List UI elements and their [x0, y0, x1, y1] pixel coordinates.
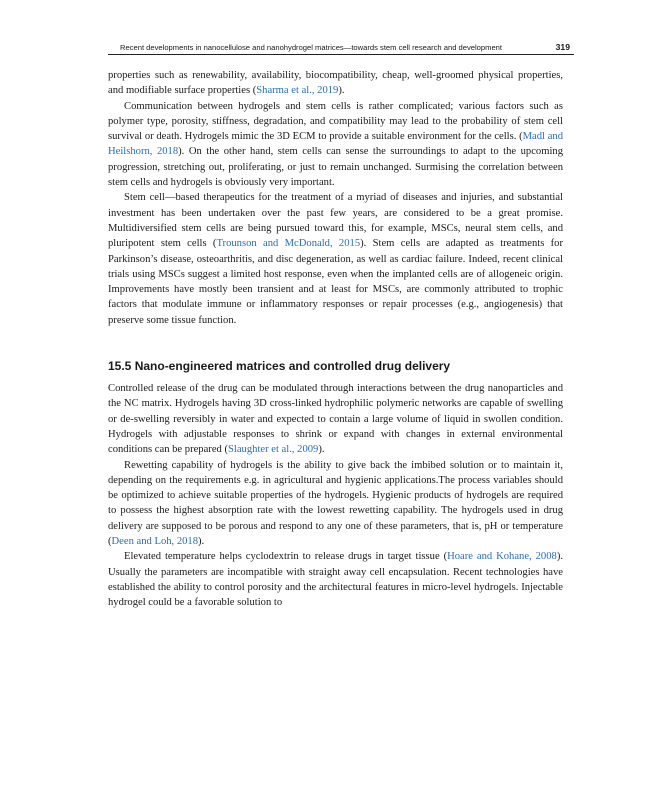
citation-link[interactable]: Trounson and McDonald, 2015: [216, 238, 361, 250]
paragraph-text: Rewetting capability of hydrogels is the ability to give back the imbibed solution or to maintain it, depending on the requirements e.g. in agricultural and hygienic applications.The process variables should be optimized to achieve suitable properties of the hydrogels. Hygienic products of hydrogels are required to possess the highest absorption rate with the lowest rewetting capability. The hydrogels used in drug delivery are supposed to be porous and respond to any one of these parameters, that is, pH or temperature (: [108, 459, 563, 548]
paragraph-1: [108, 68, 563, 99]
paragraph-text: Stem cell—based therapeutics for the treatment of a myriad of diseases and injuries, and substantial investment has been undertaken over the past few years, are considered to be a great promise. Multidiversified stem cells are being pursued toward this, for example, MSCs, neural stem cells, and pluripotent stem cells (: [108, 192, 563, 250]
paragraph-text: ).: [198, 536, 205, 548]
paragraph-text: ).: [318, 444, 325, 456]
paragraph-text: Controlled release of the drug can be modulated through interactions between the drug nanoparticles and the NC matrix. Hydrogels having 3D cross-linked hydrophilic polymeric networks are capable of swelling or de-swelling reversibly in water and expected to contain a large volume of liquid in swollen condition. Hydrogels with adjustable responses to shrink or expand with changes in external environmental conditions can be prepared (: [108, 383, 563, 456]
paragraph-text: Communication between hydrogels and stem cells is rather complicated; various factors such as polymer type, porosity, stiffness, degradation, and compatibility may lead to the probability of stem cell survival or death. Hydrogels mimic the 3D ECM to provide a suitable environment for the cells. (: [108, 100, 563, 143]
paragraph-text: ). Stem cells are adapted as treatments for Parkinson’s disease, osteoarthritis, and disc degeneration, as well as cardiac failure. Indeed, recent clinical trials using MSCs suggest a limited host response, even when the implanted cells are of allogeneic origin. Improvements have mostly been transient and at least for MSCs, are commonly attributed to trophic factors that modulate immune or inflammatory responses or repair processes (e.g., angiogenesis) that preserve some tissue function.: [108, 238, 563, 326]
citation-link[interactable]: Slaughter et al., 2009: [228, 444, 319, 456]
page-number: 319: [555, 42, 570, 52]
paragraph-text: ).: [338, 85, 345, 97]
paragraph-text: Elevated temperature helps cyclodextrin to release drugs in target tissue (: [124, 551, 448, 563]
section-heading: 15.5 Nano-engineered matrices and controlled drug delivery: [108, 359, 451, 374]
citation-link[interactable]: Sharma et al., 2019: [256, 85, 339, 97]
paragraph-3: [108, 190, 563, 328]
section-paragraph-1: [108, 381, 563, 457]
citation-link[interactable]: Madl and Heilshorn, 2018: [108, 131, 563, 158]
header-rule: [108, 54, 574, 55]
section-paragraph-2: [108, 458, 563, 550]
running-title: Recent developments in nanocellulose and nanohydrogel matrices—towards stem cell research and development: [120, 43, 503, 52]
running-header: [108, 40, 574, 56]
paragraph-2: [108, 99, 563, 191]
body-text: [108, 68, 563, 611]
paragraph-text: properties such as renewability, availability, biocompatibility, cheap, well-groomed physical properties, and modifiable surface properties (: [108, 70, 563, 97]
paragraph-text: ). Usually the parameters are incompatible with straight away cell encapsulation. Recent technologies have established the ability to control porosity and the architectural features in micro-level hydrogels. Injectable hydrogel could be a favorable solution to: [108, 551, 563, 609]
section-paragraph-3: [108, 549, 563, 610]
paragraph-text: ). On the other hand, stem cells can sense the surroundings to adapt to the upcoming progression, stretching out, proliferating, or just to remain unchanged. Surmising the correlation between stem cells and hydrogels is obviously very important.: [108, 146, 564, 189]
citation-link[interactable]: Deen and Loh, 2018: [111, 536, 199, 548]
citation-link[interactable]: Hoare and Kohane, 2008: [447, 551, 557, 563]
